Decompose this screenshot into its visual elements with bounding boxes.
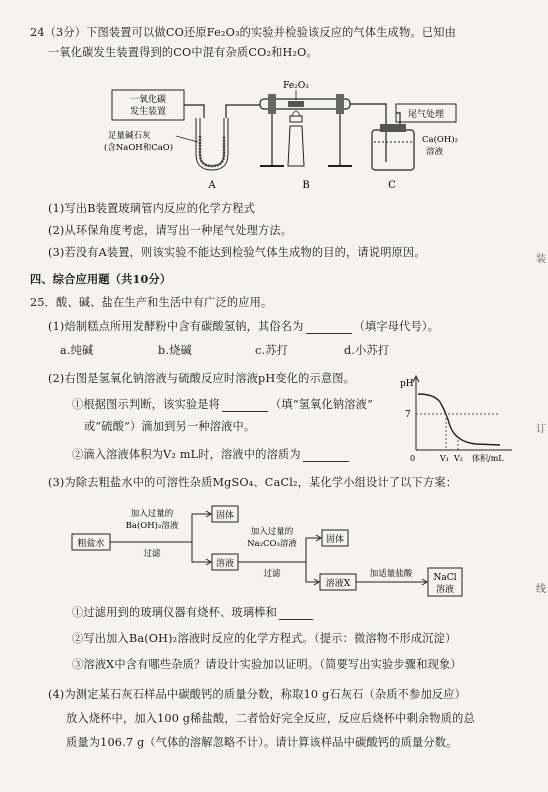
q24-part2: (2)从环保角度考虑，请写出一种尾气处理方法。 bbox=[48, 224, 293, 237]
answer-blank[interactable] bbox=[303, 450, 349, 462]
q25-part3-2: ②写出加入Ba(OH)₂溶液时反应的化学方程式。（提示：微溶物不形成沉淀） bbox=[72, 632, 457, 645]
solution-label: 溶液 bbox=[215, 559, 235, 569]
margin-mark-2: 订 bbox=[536, 424, 546, 435]
q25-part1 bbox=[48, 320, 439, 334]
q25-part3-3: ③溶液X中含有哪些杂质？请设计实验加以证明。（简要写出实验步骤和现象） bbox=[72, 658, 462, 671]
v1-label: V₁ bbox=[440, 454, 449, 463]
step2-reagent-2: Na₂CO₃溶液 bbox=[247, 539, 297, 549]
solid-2-label: 固体 bbox=[325, 535, 345, 545]
q25-part4-line2: 放入烧杯中，加入100 g稀盐酸，二者恰好完全反应，反应后烧杯中剩余物质的总 bbox=[66, 712, 475, 725]
apparatus-label-c: C bbox=[388, 180, 396, 191]
q25-part2-1c: 或“硫酸”）滴加到另一种溶液中。 bbox=[84, 420, 256, 433]
solution-x-label: 溶液X bbox=[325, 579, 351, 589]
q24-part3: (3)若没有A装置，则该实验不能达到检验气体生成物的目的，请说明原因。 bbox=[48, 246, 426, 259]
q25-part2: (2)右图是氢氧化钠溶液与硫酸反应时溶液pH变化的示意图。 bbox=[48, 372, 356, 385]
nacl-label-1: NaCl bbox=[433, 573, 457, 583]
q24-apparatus-figure bbox=[100, 76, 470, 196]
q25-part4-line1: (4)为测定某石灰石样品中碳酸钙的质量分数，称取10 g石灰石（杂质不参加反应） bbox=[48, 688, 466, 701]
q24-part1: (1)写出B装置玻璃管内反应的化学方程式 bbox=[48, 202, 256, 215]
q25-part2-1a: ①根据图示判断，该实验是将 bbox=[72, 398, 221, 411]
fe2o3-label: Fe₂O₃ bbox=[283, 81, 309, 91]
q25-part3-1 bbox=[72, 606, 315, 620]
alkali-label-1: 足量碱石灰 bbox=[108, 131, 151, 141]
answer-blank[interactable] bbox=[222, 400, 268, 412]
ph-axis-label: pH bbox=[400, 379, 414, 389]
step1-filter: 过滤 bbox=[143, 549, 161, 559]
q25-option-c: c.苏打 bbox=[255, 344, 288, 357]
q25-part1-text: (1)焙制糕点所用发酵粉中含有碳酸氢钠，其俗名为 bbox=[48, 320, 304, 333]
q24-stem-line1: 24（3分）下图装置可以做CO还原Fe₂O₃的实验并检验该反应的气体生成物。已知由 bbox=[30, 26, 457, 39]
step2-filter: 过滤 bbox=[263, 569, 281, 579]
caoh2-label-1: Ca(OH)₂ bbox=[422, 135, 458, 145]
caoh2-label-2: 溶液 bbox=[426, 147, 444, 157]
q25-part1-tail: （填字母代号）。 bbox=[353, 320, 440, 333]
nacl-label-2: 溶液 bbox=[435, 585, 455, 595]
q25-intro: 25．酸、碱、盐在生产和生活中有广泛的应用。 bbox=[30, 296, 273, 309]
apparatus-label-b: B bbox=[302, 180, 310, 191]
q25-part2-2 bbox=[72, 448, 351, 462]
step1-reagent-2: Ba(OH)₂溶液 bbox=[125, 521, 179, 531]
solid-1-label: 固体 bbox=[215, 511, 235, 521]
margin-mark-3: 线 bbox=[536, 584, 546, 595]
q25-option-b: b.烧碱 bbox=[158, 344, 192, 357]
tail-gas-label: 尾气处理 bbox=[407, 110, 445, 120]
co-gen-label-2: 发生装置 bbox=[129, 107, 167, 117]
q25-part3-1-text: ①过滤用到的玻璃仪器有烧杯、玻璃棒和 bbox=[72, 606, 277, 619]
q25-part2-1b: （填“氢氧化钠溶液” bbox=[270, 398, 373, 411]
crude-brine-label: 粗盐水 bbox=[77, 539, 105, 549]
q25-part4-line3: 质量为106.7 g（气体的溶解忽略不计）。请计算该样品中碳酸钙的质量分数。 bbox=[66, 736, 458, 749]
v2-label: V₂ bbox=[454, 454, 463, 463]
apparatus-label-a: A bbox=[208, 180, 216, 191]
q24-stem-line2: 一氧化碳发生装置得到的CO中混有杂质CO₂和H₂O。 bbox=[48, 46, 318, 59]
ph-7-label: 7 bbox=[405, 410, 411, 420]
q25-option-d: d.小苏打 bbox=[344, 344, 390, 357]
answer-blank[interactable] bbox=[306, 322, 352, 334]
margin-mark-1: 装 bbox=[536, 254, 546, 265]
step1-reagent-1: 加入过量的 bbox=[130, 509, 174, 519]
section-4-heading: 四、综合应用题（共10分） bbox=[30, 272, 172, 286]
purification-flowchart bbox=[54, 498, 464, 602]
volume-axis-label: 体积/mL bbox=[472, 454, 504, 463]
step3-reagent: 加适量盐酸 bbox=[369, 569, 413, 579]
q25-part2-2a: ②滴入溶液体积为V₂ mL时，溶液中的溶质为 bbox=[72, 448, 301, 461]
q25-part3: (3)为除去粗盐水中的可溶性杂质MgSO₄、CaCl₂，某化学小组设计了以下方案： bbox=[48, 476, 458, 489]
origin-label: 0 bbox=[410, 454, 416, 463]
ph-graph bbox=[396, 372, 516, 464]
alkali-label-2: (含NaOH和CaO) bbox=[104, 143, 174, 153]
q25-part2-1-line1 bbox=[72, 398, 373, 412]
step2-reagent-1: 加入过量的 bbox=[250, 527, 294, 537]
answer-blank[interactable] bbox=[279, 608, 313, 620]
q25-option-a: a.纯碱 bbox=[60, 344, 94, 357]
co-gen-label-1: 一氧化碳 bbox=[129, 95, 167, 105]
